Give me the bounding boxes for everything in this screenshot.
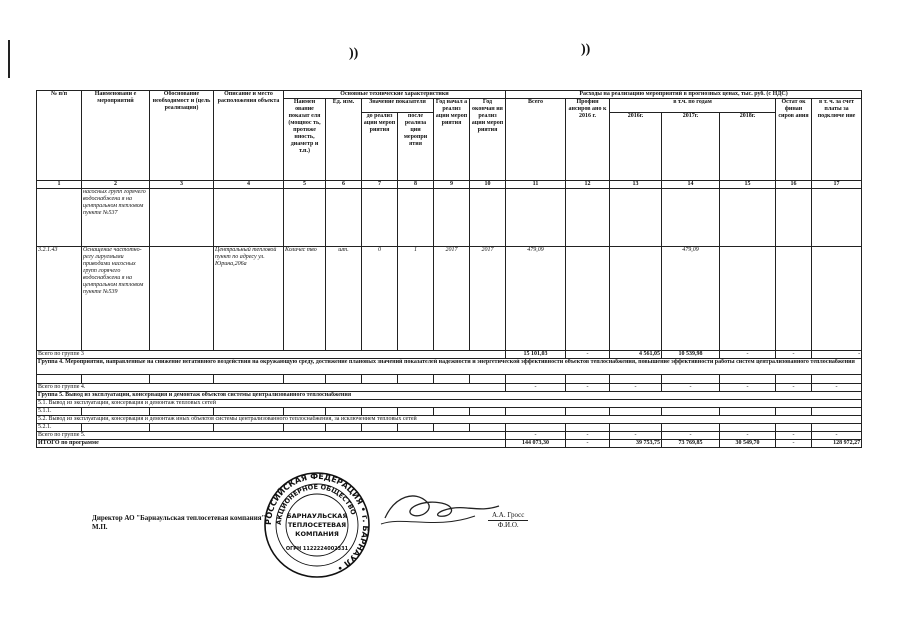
grand-total-label: ИТОГО по программе: [37, 440, 506, 448]
header-unit: Ед. изм.: [326, 99, 362, 181]
group4-total: -: [506, 384, 566, 392]
row-number: 5.1.1.: [37, 408, 82, 416]
col-number: 16: [776, 181, 812, 189]
grand-2016: 39 753,75: [610, 440, 662, 448]
col-number: 8: [398, 181, 434, 189]
row-end: 2017: [470, 247, 506, 351]
header-fee: в т. ч. за счет платы за подключе ние: [812, 99, 862, 181]
group4-2018: -: [720, 384, 776, 392]
col-number: 3: [150, 181, 214, 189]
group3-financed: -: [566, 351, 610, 359]
col-number: 5: [284, 181, 326, 189]
col-number: 14: [662, 181, 720, 189]
company-seal: [262, 470, 372, 580]
row-total: 479,09: [506, 247, 566, 351]
row-location: Центральный тепловой пункт по адресу ул. Юрина,206а: [214, 247, 284, 351]
group5-total-row: [37, 432, 862, 440]
signatory-name: А.А. Гросс: [488, 511, 528, 521]
row-number: 3.2.1.43: [37, 247, 82, 351]
header-end-year: Год окончан ия реализ ации мероп риятия: [470, 99, 506, 181]
row-name: Оснащение частотно-регу лируемыми приводами насосных групп горячего водоснабжени я на центральном тепловом пункте №539: [82, 247, 150, 351]
grand-2018: 30 549,70: [720, 440, 776, 448]
table-row: [37, 247, 862, 351]
header-start-year: Год начал а реализ ации мероп риятия: [434, 99, 470, 181]
subgroup-5-1: 5.1. Вывод из эксплуатации, консервация и демонтаж тепловых сетей: [37, 400, 862, 408]
col-number: 11: [506, 181, 566, 189]
seal-center-line: ТЕПЛОСЕТЕВАЯ: [287, 521, 347, 529]
table-row: [37, 189, 862, 247]
group3-total-row: [37, 351, 862, 359]
col-number: 9: [434, 181, 470, 189]
header-no: № п/п: [37, 91, 82, 181]
group4-remain: -: [776, 384, 812, 392]
header-location: Описание и место расположения объекта: [214, 91, 284, 181]
group5-total-label: Всего по группе 5.: [37, 432, 506, 440]
grand-fee: 128 972,27: [812, 440, 862, 448]
group3-total-label: Всего по группе 3: [37, 351, 506, 359]
column-number-row: [37, 181, 862, 189]
group3-remain: -: [776, 351, 812, 359]
header-2016: 2016г.: [610, 113, 662, 181]
table-row: [37, 424, 862, 432]
header-name: Наименовани е мероприятий: [82, 91, 150, 181]
group3-2018: -: [720, 351, 776, 359]
group4-2017: -: [662, 384, 720, 392]
row-start: 2017: [434, 247, 470, 351]
grand-2017: 73 769,85: [662, 440, 720, 448]
row-2017: 479,09: [662, 247, 720, 351]
grand-financed: -: [566, 440, 610, 448]
row-before: 0: [362, 247, 398, 351]
grand-total: 144 073,30: [506, 440, 566, 448]
header-before: до реализ ации мероп риятия: [362, 113, 398, 181]
row-number: 5.2.1.: [37, 424, 82, 432]
header-group-value: Значение показателя: [362, 99, 434, 113]
seal-inner-text: АКЦИОНЕРНОЕ ОБЩЕСТВО: [274, 482, 358, 526]
seal-center-line: КОМПАНИЯ: [295, 530, 339, 538]
group5-2018: -: [720, 432, 776, 440]
seal-place-label: М.П.: [92, 523, 108, 531]
group3-2016: 4 561,05: [610, 351, 662, 359]
header-2018: 2018г.: [720, 113, 776, 181]
group3-fee: -: [812, 351, 862, 359]
handwritten-mark-right: )): [581, 42, 591, 57]
col-number: 7: [362, 181, 398, 189]
investment-program-table: [36, 90, 862, 448]
grand-total-row: [37, 440, 862, 448]
group4-title: Группа 4. Мероприятия, направленные на снижение негативного воздействия на окружающую среду, достижение плановых значений показателей надежности и энергетической эффективности объектов теплоснабжения, повышение эффективности работы систем централизованного теплоснабжения: [37, 359, 862, 375]
header-total: Всего: [506, 99, 566, 181]
header-param: Наимен ование показат еля (мощнос ть, протяже нность, диаметр и т.п.): [284, 99, 326, 181]
header-group-costs: Расходы на реализацию мероприятий в прогнозных ценах, тыс. руб. (с НДС): [506, 91, 862, 99]
group5-2017: -: [662, 432, 720, 440]
col-number: 2: [82, 181, 150, 189]
handwritten-signature: [375, 486, 505, 536]
col-number: 4: [214, 181, 284, 189]
header-remain: Остат ок финан сиров ания: [776, 99, 812, 181]
col-number: 15: [720, 181, 776, 189]
signatory-name-caption: Ф.И.О.: [497, 521, 519, 529]
grand-remain: -: [776, 440, 812, 448]
col-number: 6: [326, 181, 362, 189]
scan-edge-mark: [8, 40, 10, 78]
group5-total: -: [506, 432, 566, 440]
group4-total-label: Всего по группе 4.: [37, 384, 506, 392]
table-row: [37, 408, 862, 416]
seal-ogrn: ОГРН 1122224002331: [285, 546, 349, 552]
handwritten-mark-left: )): [349, 46, 359, 61]
col-number: 12: [566, 181, 610, 189]
header-group-years: в т.ч. по годам: [610, 99, 776, 113]
row-name-continued: насосных групп горячего водоснабжени я на центральном тепловом пункте №537: [82, 189, 150, 247]
header-2017: 2017г.: [662, 113, 720, 181]
table-row: [37, 375, 862, 384]
header-reason: Обоснование необходимост и (цель реализации): [150, 91, 214, 181]
row-unit: шт.: [326, 247, 362, 351]
subgroup-5-2: 5.2. Вывод из эксплуатации, консервация и демонтаж иных объектов системы централизованного теплоснабжения, за исключением тепловых сетей: [37, 416, 862, 424]
group5-financed: -: [566, 432, 610, 440]
row-param: Количес тво: [284, 247, 326, 351]
col-number: 13: [610, 181, 662, 189]
col-number: 17: [812, 181, 862, 189]
group3-total: 15 101,03: [506, 351, 566, 359]
group3-2017: 10 539,98: [662, 351, 720, 359]
seal-center-line: БАРНАУЛЬСКАЯ: [286, 512, 348, 520]
group5-remain: -: [776, 432, 812, 440]
col-number: 1: [37, 181, 82, 189]
group4-total-row: [37, 384, 862, 392]
header-after: после реализа ции меропри ятия: [398, 113, 434, 181]
signatory-position: Директор АО "Барнаульская теплосетевая компания": [92, 514, 266, 522]
seal-outer-text: РОССИЙСКАЯ ФЕДЕРАЦИЯ • г. БАРНАУЛ •: [263, 471, 371, 573]
row-after: 1: [398, 247, 434, 351]
group5-title: Группа 5. Вывод из эксплуатации, консервация и демонтаж объектов системы централизованного теплоснабжения: [37, 392, 862, 400]
header-financed: Профин ансиров ано к 2016 г.: [566, 99, 610, 181]
group4-2016: -: [610, 384, 662, 392]
group5-2016: -: [610, 432, 662, 440]
signatory-name-block: [488, 511, 528, 530]
signatory-block: [92, 514, 265, 532]
header-group-tech: Основные технические характеристики: [284, 91, 506, 99]
group4-financed: -: [566, 384, 610, 392]
group5-fee: -: [812, 432, 862, 440]
group4-fee: -: [812, 384, 862, 392]
col-number: 10: [470, 181, 506, 189]
